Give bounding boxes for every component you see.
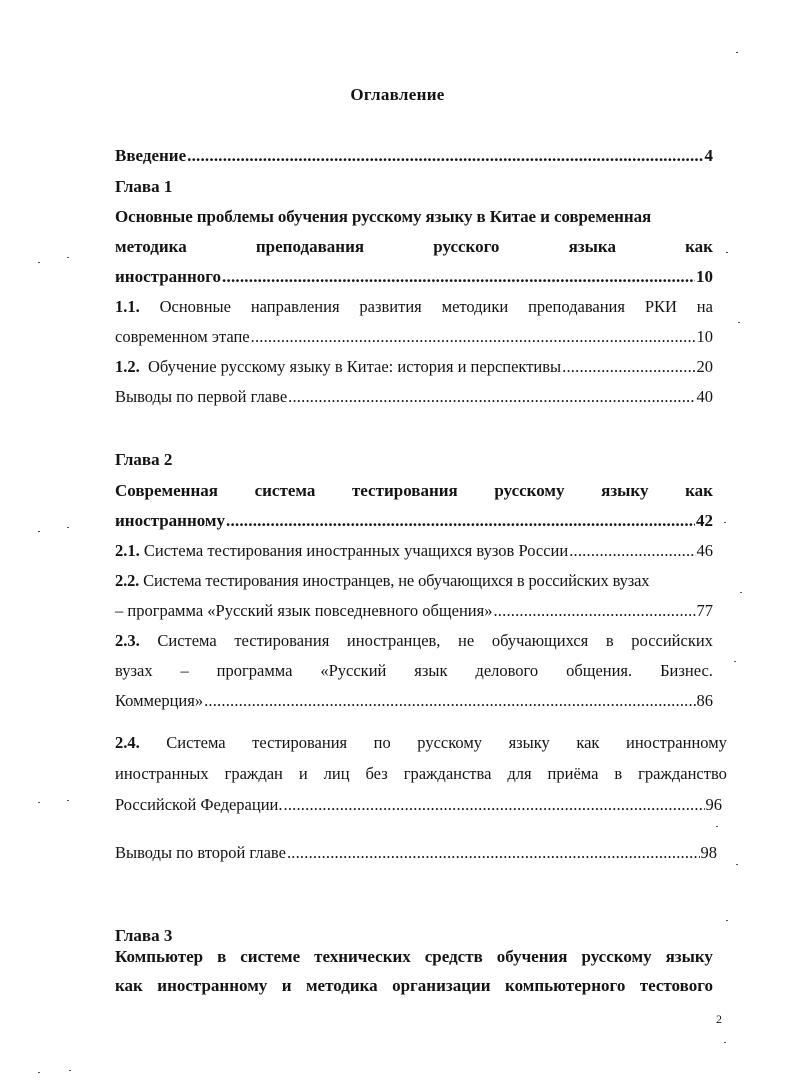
- toc-entry-label: Система тестирования иностранных учащихся вузов России: [143, 541, 569, 560]
- leader-dots: [226, 511, 695, 531]
- chapter-3-title-line-2[interactable]: [115, 976, 713, 996]
- word: Система: [157, 631, 217, 650]
- word: –: [180, 661, 189, 680]
- section-number: 1.1.: [115, 297, 140, 316]
- leader-dots: [284, 795, 705, 815]
- word: тестового: [639, 976, 713, 995]
- word: в: [605, 631, 614, 650]
- word: вузах: [115, 661, 153, 680]
- toc-entry-2-2-line-2[interactable]: [115, 601, 713, 621]
- toc-entry-label: современном этапе: [115, 327, 250, 346]
- word: как: [685, 481, 713, 500]
- word: и: [281, 976, 292, 995]
- word: на: [696, 297, 713, 316]
- word: для: [507, 764, 532, 783]
- word: как: [685, 237, 713, 256]
- toc-entry-conclusion-2[interactable]: [115, 843, 717, 863]
- scan-speck: [38, 531, 40, 532]
- word: языку: [601, 481, 649, 500]
- word: Система: [166, 733, 226, 752]
- toc-page-number: 77: [696, 601, 713, 620]
- word: тестирования: [252, 733, 348, 752]
- word: технических: [314, 947, 411, 966]
- scan-speck: [736, 52, 738, 53]
- word: обучения: [496, 947, 568, 966]
- chapter-1-title-line-3[interactable]: [115, 267, 713, 287]
- section-number: 2.3.: [115, 631, 140, 650]
- word: язык: [414, 661, 448, 680]
- word: развития: [359, 297, 422, 316]
- toc-entry-label: иностранному: [115, 511, 225, 530]
- word: русского: [433, 237, 500, 256]
- toc-entry-conclusion-1[interactable]: [115, 387, 713, 407]
- toc-entry-1-1-line-1[interactable]: [115, 297, 713, 317]
- toc-page-number: 86: [696, 691, 713, 710]
- scan-speck: [724, 522, 726, 523]
- word: языку: [665, 947, 713, 966]
- word: российских: [631, 631, 713, 650]
- toc-entry-label: Выводы по первой главе: [115, 387, 288, 406]
- word: «Русский: [320, 661, 387, 680]
- toc-page-number: 96: [705, 795, 722, 814]
- toc-entry-2-4-line-3[interactable]: [115, 795, 722, 815]
- leader-dots: [562, 357, 695, 377]
- word: гражданство: [638, 764, 727, 783]
- scan-speck: [38, 802, 40, 803]
- scan-speck: [67, 257, 69, 258]
- toc-entry-label: Коммерция»: [115, 691, 204, 710]
- chapter-3-title-line-1[interactable]: [115, 947, 713, 967]
- word: и: [298, 764, 308, 783]
- word: методика: [305, 976, 378, 995]
- word: делового: [475, 661, 539, 680]
- section-number: 1.2.: [115, 357, 140, 376]
- toc-page-number: 20: [696, 357, 713, 376]
- leader-dots: [493, 601, 695, 621]
- word: преподавания: [255, 237, 365, 256]
- chapter-3-label: Глава 3: [115, 926, 173, 945]
- toc-entry-label: Выводы по второй главе: [115, 843, 286, 862]
- scan-speck: [67, 800, 69, 801]
- toc-entry-1-2[interactable]: [115, 357, 713, 377]
- word: по: [373, 733, 391, 752]
- leader-dots: [222, 267, 695, 287]
- word: без: [365, 764, 388, 783]
- word: языка: [568, 237, 616, 256]
- word: системе: [240, 947, 301, 966]
- chapter-1-label: Глава 1: [115, 177, 173, 196]
- toc-page-number: 4: [704, 146, 713, 165]
- word: в: [614, 764, 623, 783]
- word: как: [115, 976, 143, 995]
- chapter-1-title-line-1[interactable]: Основные проблемы обучения русскому языку в Китае и современная: [115, 207, 652, 226]
- leader-dots: [288, 387, 695, 407]
- page-title: Оглавление: [350, 85, 445, 104]
- leader-dots: [251, 327, 696, 347]
- word: Компьютер: [115, 947, 204, 966]
- word: не: [458, 631, 475, 650]
- word: средств: [424, 947, 483, 966]
- toc-page-number: 40: [696, 387, 713, 406]
- word: русскому: [494, 481, 565, 500]
- leader-dots: [204, 691, 695, 711]
- word: Основные: [159, 297, 231, 316]
- toc-page-number: 46: [696, 541, 713, 560]
- word: направления: [250, 297, 340, 316]
- word: обучающихся: [491, 631, 589, 650]
- word: лиц: [323, 764, 350, 783]
- word: Бизнес.: [660, 661, 713, 680]
- scan-speck: [740, 592, 742, 593]
- word: организации: [392, 976, 491, 995]
- toc-entry-2-3-line-1[interactable]: [115, 631, 713, 651]
- word: преподавания: [528, 297, 625, 316]
- word: граждан: [224, 764, 283, 783]
- word: языку: [508, 733, 550, 752]
- word: иностранному: [625, 733, 727, 752]
- chapter-1-title-line-2[interactable]: [115, 237, 713, 257]
- word: система: [254, 481, 316, 500]
- section-number: 2.4.: [115, 733, 140, 752]
- scan-speck: [734, 661, 736, 662]
- leader-dots: [287, 843, 700, 863]
- scan-speck: [736, 864, 738, 865]
- toc-entry-2-3-line-3[interactable]: [115, 691, 713, 711]
- word: иностранному: [157, 976, 268, 995]
- toc-entry-intro[interactable]: [115, 146, 713, 166]
- scan-speck: [67, 527, 69, 528]
- toc-entry-label: Российской Федерации.: [115, 795, 283, 814]
- chapter-2-label: Глава 2: [115, 450, 173, 469]
- scan-speck: [38, 1072, 40, 1073]
- word: программа: [216, 661, 293, 680]
- leader-dots: [569, 541, 695, 561]
- word: русскому: [417, 733, 483, 752]
- toc-entry-label: Система тестирования иностранцев, не обучающихся в российских вузах: [143, 571, 650, 590]
- section-number: 2.1.: [115, 541, 140, 560]
- word: тестирования: [351, 481, 458, 500]
- page-number: 2: [716, 1012, 722, 1026]
- leader-dots: [187, 146, 703, 166]
- word: приёма: [547, 764, 599, 783]
- word: в: [217, 947, 227, 966]
- word: методики: [441, 297, 509, 316]
- toc-entry-label: Введение: [115, 146, 187, 165]
- word: как: [576, 733, 600, 752]
- word: гражданства: [403, 764, 492, 783]
- toc-entry-label: – программа «Русский язык повседневного общения»: [115, 601, 493, 620]
- toc-entry-2-1[interactable]: [115, 541, 713, 561]
- toc-entry-1-1-line-2[interactable]: [115, 327, 713, 347]
- word: русскому: [581, 947, 652, 966]
- scan-speck: [38, 262, 40, 263]
- toc-page-number: 98: [700, 843, 717, 862]
- toc-entry-2-2-line-1[interactable]: [115, 571, 727, 591]
- word: иностранных: [115, 764, 209, 783]
- toc-page-number: 10: [696, 267, 713, 286]
- scan-speck: [726, 920, 728, 921]
- word: Современная: [115, 481, 218, 500]
- toc-entry-2-4-line-1[interactable]: [115, 733, 727, 753]
- word: РКИ: [644, 297, 677, 316]
- toc-entry-2-3-line-2[interactable]: [115, 661, 713, 681]
- toc-entry-2-4-line-2[interactable]: [115, 764, 727, 784]
- section-number: 2.2.: [115, 571, 140, 590]
- scan-speck: [716, 826, 718, 827]
- word: методика: [115, 237, 187, 256]
- scan-speck: [724, 1042, 726, 1043]
- scan-speck: [726, 252, 728, 253]
- chapter-2-title-line-2[interactable]: [115, 511, 713, 531]
- toc-entry-label: иностранного: [115, 267, 222, 286]
- word: тестирования: [234, 631, 330, 650]
- word: общения.: [566, 661, 633, 680]
- scan-speck: [69, 1070, 71, 1071]
- word: иностранцев,: [346, 631, 441, 650]
- toc-entry-label: Обучение русскому языку в Китае: история и перспективы: [148, 357, 562, 376]
- scan-speck: [738, 322, 740, 323]
- toc-page-number: 42: [696, 511, 713, 530]
- toc-page-number: 10: [696, 327, 713, 346]
- chapter-2-title-line-1[interactable]: [115, 481, 713, 501]
- word: компьютерного: [505, 976, 626, 995]
